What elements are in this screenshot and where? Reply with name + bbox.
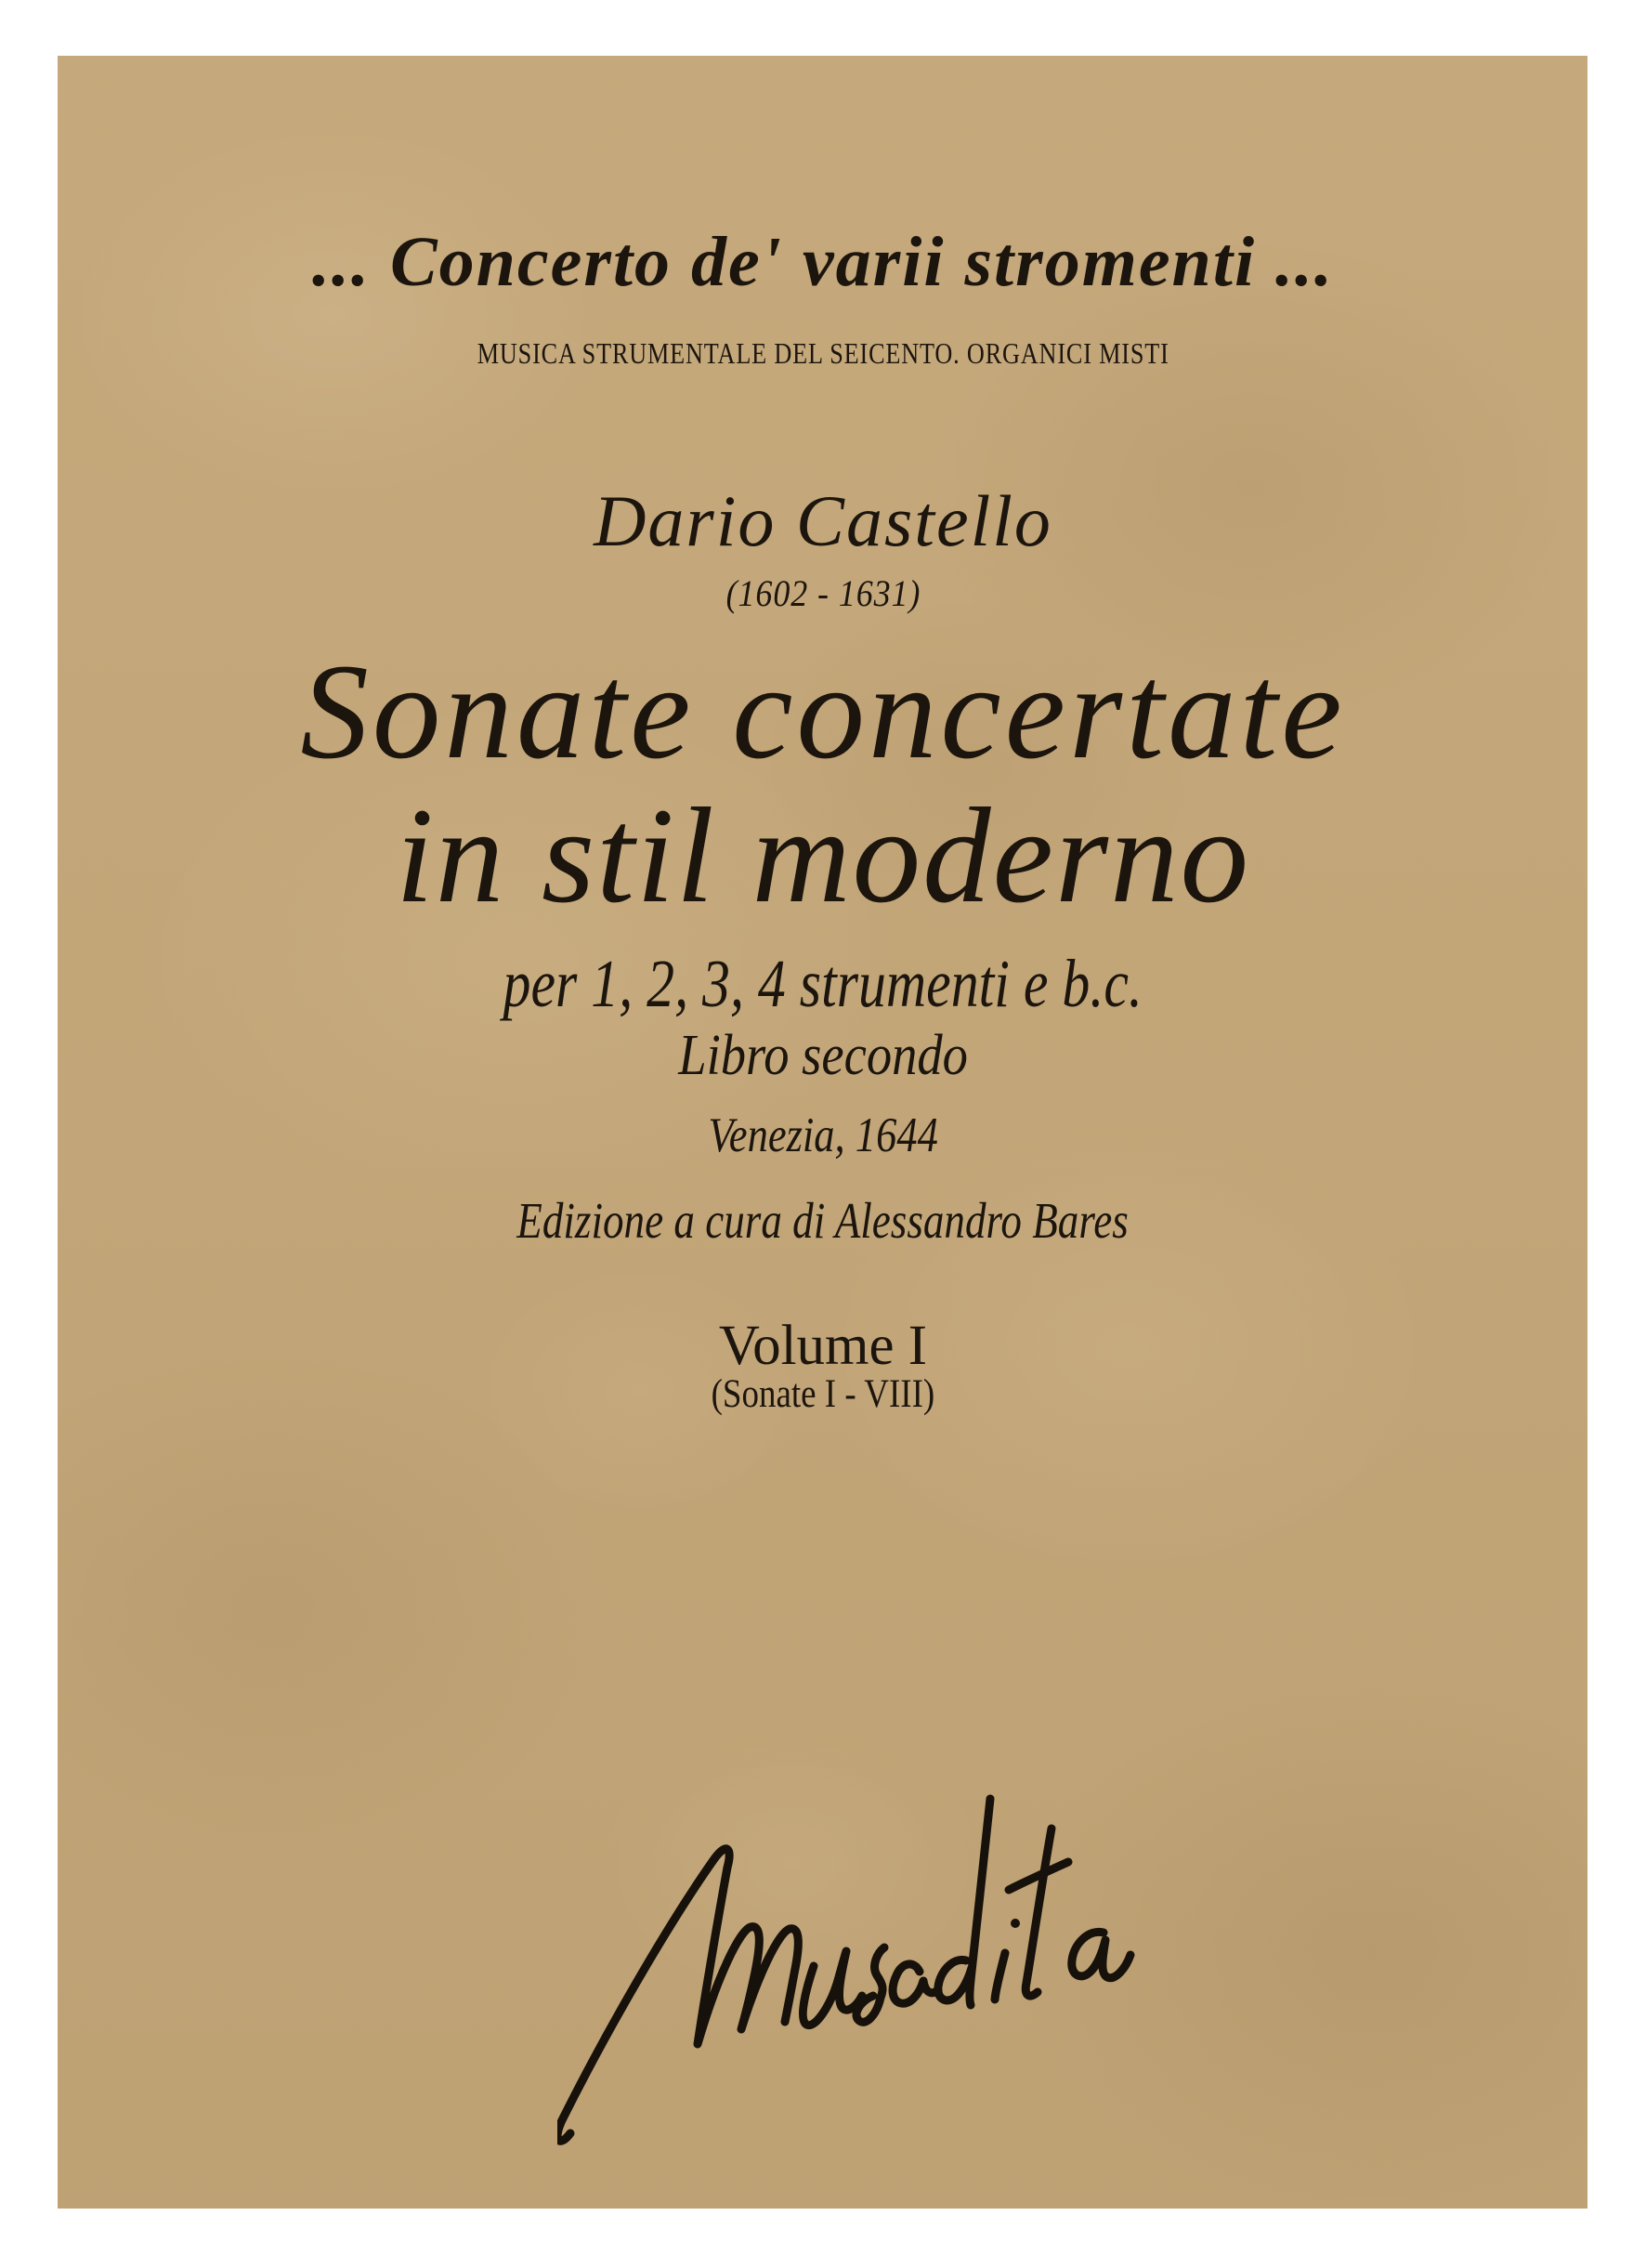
musedita-logo-stroke-t — [1025, 1829, 1052, 1996]
series-subtitle — [0, 338, 1646, 368]
scoring-note — [0, 946, 1646, 1021]
musedita-logo-stroke-i — [995, 1953, 1005, 1999]
composer-dates-text: (1602 - 1631) — [725, 572, 921, 614]
work-title-line1-text: Sonate concertate — [300, 636, 1346, 787]
musedita-logo — [557, 1745, 1189, 2156]
composer-name-text: Dario Castello — [594, 480, 1052, 561]
series-subtitle-text: MUSICA STRUMENTALE DEL SEICENTO. ORGANICI MISTI — [477, 336, 1169, 370]
series-title-text: ... Concerto de' varii stromenti ... — [311, 223, 1335, 301]
work-title-line2-text: in stil moderno — [395, 780, 1251, 931]
musedita-logo-stroke-e — [893, 1964, 938, 2003]
book-number-text: Libro secondo — [678, 1024, 968, 1087]
musedita-logo-stroke-a — [1072, 1932, 1130, 1977]
musedita-logo-stroke-m — [557, 1849, 798, 2142]
work-title-line1 — [0, 636, 1646, 787]
volume-contents — [0, 1374, 1646, 1414]
musedita-logo-stroke-s — [856, 1947, 884, 2022]
book-number — [0, 1024, 1646, 1087]
imprint-text: Venezia, 1644 — [708, 1108, 938, 1162]
work-title-line2 — [0, 780, 1646, 931]
musedita-logo-i-dot — [1011, 1919, 1020, 1928]
edition-note-text: Edizione a cura di Alessandro Bares — [516, 1192, 1130, 1249]
volume-contents-text: (Sonate I - VIII) — [711, 1372, 935, 1416]
series-title — [0, 223, 1646, 301]
volume-label — [0, 1315, 1646, 1377]
scoring-note-text: per 1, 2, 3, 4 strumenti e b.c. — [503, 946, 1143, 1021]
volume-label-text: Volume I — [718, 1315, 928, 1377]
composer-name — [0, 480, 1646, 561]
edition-note — [0, 1192, 1646, 1249]
imprint — [0, 1108, 1646, 1162]
composer-dates — [0, 572, 1646, 614]
musedita-logo-stroke-d — [938, 1799, 990, 2005]
